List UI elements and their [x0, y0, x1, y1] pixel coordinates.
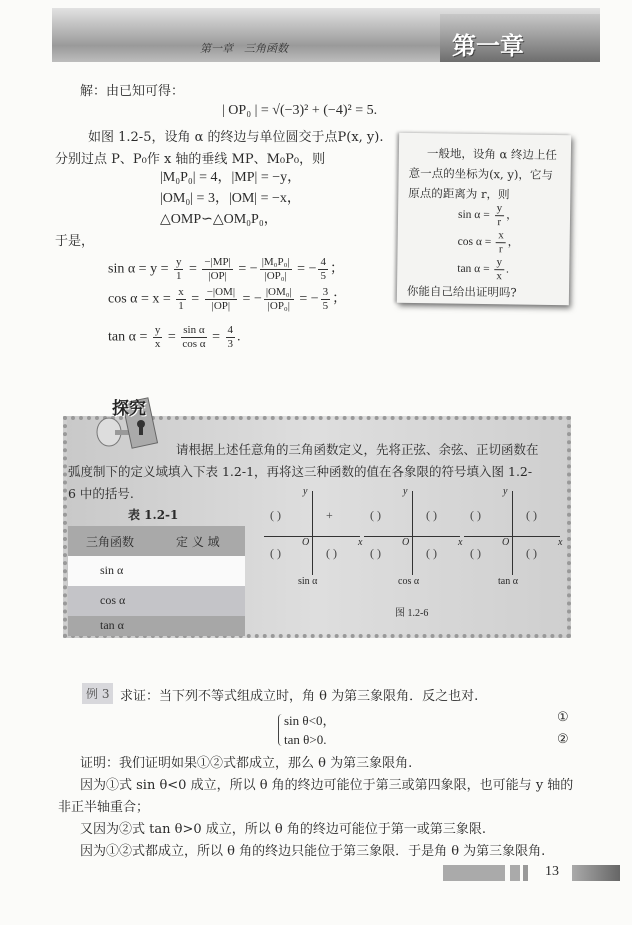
quadrant-2-blank: ( ): [470, 508, 481, 522]
quadrant-1-answer: ( ): [426, 508, 437, 522]
explore-text: 请根据上述任意角的三角函数定义，先将正弦、余弦、正切函数在: [176, 442, 539, 457]
proof-line: 因为①②式都成立，所以 θ 角的终边只能位于第三象限．于是角 θ 为第三象限角.: [80, 844, 546, 859]
equation-mark: ②: [557, 732, 569, 747]
formula-text: sin α =: [457, 208, 493, 222]
y-axis: [312, 491, 313, 575]
text: 于是，: [55, 234, 95, 249]
quadrant-1-answer: ( ): [526, 508, 537, 522]
graph-label: cos α: [398, 576, 420, 587]
numerator: |OM₀|: [265, 286, 292, 298]
sidebar-question: 你能自己给出证明吗?: [406, 283, 517, 300]
table-header: 三角函数: [86, 535, 135, 549]
formula-text: =: [185, 261, 201, 277]
formula-text: = −: [295, 291, 319, 307]
fraction: [176, 286, 186, 313]
y-axis-label: y: [303, 486, 308, 497]
page-bar-decoration: [443, 865, 505, 881]
formula-text: ；: [329, 261, 344, 277]
quadrant-3-blank: ( ): [470, 546, 481, 560]
table-header: 定 义 域: [176, 535, 220, 549]
explore-text: 6 中的括号.: [68, 486, 134, 501]
sin-formula: [108, 256, 344, 283]
numerator: −|MP|: [204, 256, 231, 268]
proof-line: 因为①式 sin θ<0 成立，所以 θ 角的终边可能位于第三或第四象限，也可能与 y 轴的: [80, 778, 574, 793]
denominator: |OP|: [211, 300, 231, 312]
denominator: 5: [320, 270, 326, 282]
quadrant-2-blank: ( ): [370, 508, 381, 522]
quadrant-1-answer: +: [326, 508, 333, 522]
fraction: [181, 324, 206, 351]
denominator: cos α: [182, 338, 206, 350]
y-axis: [512, 491, 513, 575]
numerator: y: [494, 256, 504, 270]
denominator: 5: [322, 300, 329, 312]
denominator: r: [498, 243, 503, 256]
brace: [278, 714, 282, 746]
fraction: [318, 256, 328, 283]
explore-text: 弧度制下的定义域填入下表 1.2-1，再将这三种函数的值在各象限的符号填入图 1.2-: [68, 464, 533, 479]
denominator: |OP₀|: [267, 300, 290, 312]
fraction: [174, 256, 184, 283]
denominator: |OP₀|: [264, 270, 287, 282]
formula-text: = −: [239, 291, 262, 307]
y-axis: [412, 491, 413, 575]
numerator: −|OM|: [206, 286, 236, 298]
proof-line: 非正半轴重合；: [58, 800, 150, 815]
fraction: [321, 286, 331, 313]
formula-text: =: [187, 291, 203, 307]
page-bar-decoration: [523, 865, 528, 881]
explore-badge-label: 探究: [112, 399, 146, 419]
denominator: |OP|: [208, 270, 227, 282]
table-cell: tan α: [100, 618, 124, 632]
formula-text: =: [164, 329, 180, 345]
fraction: [202, 256, 233, 283]
formula-text: cos α = x =: [108, 291, 175, 307]
formula-text: ，: [507, 236, 520, 249]
figure-caption: 图 1.2-6: [395, 608, 429, 619]
denominator: 1: [178, 300, 184, 312]
formula-text: =: [208, 329, 224, 345]
sidebar-tan: [457, 256, 509, 284]
table-row: [68, 586, 245, 616]
example-statement: 求证：当下列不等式组成立时，角 θ 为第三象限角．反之也对.: [120, 689, 479, 704]
cos-formula: [108, 286, 346, 313]
tan-formula: [108, 324, 241, 351]
graph-label: tan α: [498, 576, 518, 587]
fraction: [264, 286, 294, 313]
sidebar-text: 一般地，设角 α 终边上任: [426, 146, 558, 163]
quadrant-4-blank: ( ): [426, 546, 437, 560]
denominator: x: [154, 338, 161, 350]
fraction: [260, 256, 292, 283]
table-cell: cos α: [100, 593, 126, 607]
x-axis-label: x: [558, 537, 563, 548]
running-header: 第一章 三角函数: [200, 42, 288, 55]
equation-mark: ①: [557, 710, 569, 725]
sidebar-sin: [458, 202, 518, 230]
fraction: [153, 324, 163, 351]
table-caption: 表 1.2-1: [128, 508, 179, 522]
page-bar-decoration: [510, 865, 520, 881]
fraction: [496, 229, 506, 256]
solution-intro: 解：由已知可得：: [80, 84, 185, 99]
sidebar-text: 意一点的坐标为(x, y)，它与: [408, 165, 553, 182]
sidebar-cos: [457, 229, 519, 257]
denominator: x: [496, 270, 502, 283]
equation: |M₀P₀| = 4，|MP| = −y，: [160, 170, 302, 185]
inequality: tan θ>0.: [284, 732, 327, 747]
example-tag: 例 3: [82, 683, 113, 704]
origin-label: O: [402, 537, 410, 548]
table-row: [68, 616, 245, 636]
graph-label: sin α: [298, 576, 318, 587]
y-axis-label: y: [403, 486, 408, 497]
proof-line: 证明：我们证明如果①②式都成立，那么 θ 为第三象限角.: [80, 756, 413, 771]
denominator: 3: [227, 338, 234, 350]
denominator: r: [497, 216, 502, 229]
formula-text: tan α =: [457, 262, 493, 276]
denominator: 1: [175, 270, 182, 282]
formula-text: = −: [234, 261, 258, 277]
origin-label: O: [302, 537, 310, 548]
table-cell: sin α: [100, 563, 124, 577]
formula-text: = −: [293, 261, 317, 277]
quadrant-4-blank: ( ): [326, 546, 337, 560]
quadrant-3-blank: ( ): [370, 546, 381, 560]
formula-text: sin α = y =: [108, 261, 172, 277]
proof-line: 又因为②式 tan θ>0 成立，所以 θ 角的终边可能位于第一或第三象限.: [80, 822, 486, 837]
numerator: y: [154, 324, 161, 336]
formula-text: .: [505, 263, 509, 276]
origin-label: O: [502, 537, 510, 548]
numerator: |M₀P₀|: [261, 256, 290, 268]
equation: △OMP∽△OM₀P₀，: [160, 212, 278, 227]
inequality: sin θ<0，: [284, 713, 336, 728]
formula-text: cos α =: [457, 235, 495, 249]
formula-text: tan α =: [108, 329, 151, 345]
table-row: [68, 556, 245, 586]
formula-text: ；: [332, 291, 347, 307]
chapter-tab-label: 第一章: [452, 32, 524, 60]
numerator: 4: [227, 324, 234, 336]
quadrant-3-blank: ( ): [270, 546, 281, 560]
sidebar-text: 原点的距离为 r，则: [408, 185, 510, 202]
fraction: [226, 324, 236, 351]
numerator: 4: [320, 256, 326, 268]
numerator: y: [495, 202, 505, 216]
formula-text: .: [237, 329, 241, 345]
paragraph: 分别过点 P、P₀作 x 轴的垂线 MP、M₀P₀，则: [55, 152, 326, 167]
sidebar-note: [397, 133, 571, 305]
numerator: y: [175, 256, 182, 268]
paragraph: 如图 1.2-5，设角 α 的终边与单位圆交于点P(x, y).: [88, 130, 384, 145]
fraction: [205, 286, 237, 313]
quadrant-2-blank: ( ): [270, 508, 281, 522]
x-axis-label: x: [358, 537, 363, 548]
numerator: x: [496, 229, 506, 243]
y-axis-label: y: [503, 486, 508, 497]
quadrant-4-blank: ( ): [526, 546, 537, 560]
formula-text: ，: [506, 209, 518, 222]
numerator: x: [178, 286, 184, 298]
page-number: 13: [545, 864, 559, 879]
op0-formula: | OP₀ | = √(−3)² + (−4)² = 5.: [222, 103, 378, 118]
equation: |OM₀| = 3，|OM| = −x，: [160, 191, 301, 206]
fraction: [494, 256, 504, 283]
fraction: [494, 202, 504, 229]
x-axis-label: x: [458, 537, 463, 548]
numerator: sin α: [183, 324, 205, 336]
page-bar-decoration: [572, 865, 620, 881]
numerator: 3: [322, 286, 329, 298]
table-header-row: [68, 526, 245, 556]
